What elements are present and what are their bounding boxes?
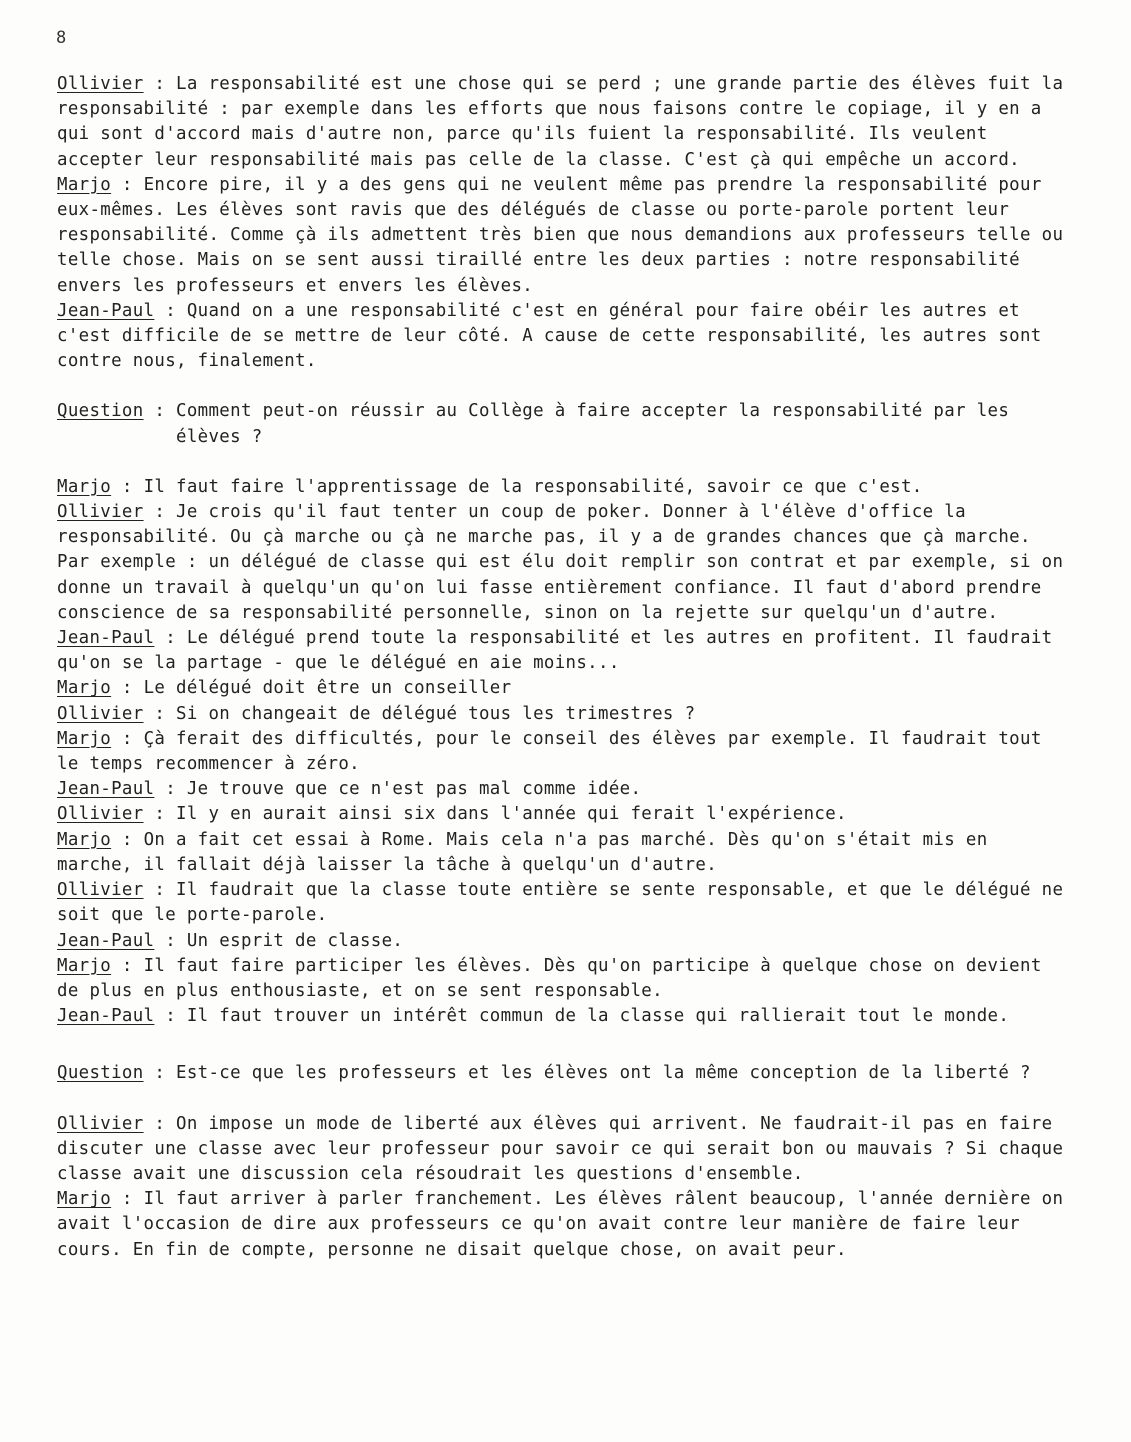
speaker-name: Jean-Paul bbox=[57, 930, 155, 951]
paragraph-marjo-7 bbox=[57, 1187, 1067, 1263]
speaker-name: Ollivier bbox=[57, 804, 144, 825]
paragraph-ollivier-2 bbox=[57, 500, 1067, 626]
paragraph-text: : La responsabilité est une chose qui se perd ; une grande partie des élèves fuit la responsabilité : par exemple dans les efforts que nous faisons contre le copiage, il y en a qui sont d'accord mais d'autre non, parce qu'ils fuient la responsabilité. Ils veulent accepter leur responsabilité mais pas celle de la classe. C'est çà qui empêche un accord. bbox=[57, 74, 1064, 170]
paragraph-jean-paul-1 bbox=[57, 299, 1067, 375]
paragraph-ollivier-3 bbox=[57, 702, 1067, 727]
paragraph-text: : Encore pire, il y a des gens qui ne veulent même pas prendre la responsabilité pour eux-mêmes. Les élèves sont ravis que des délégués de classe ou porte-parole portent leur responsabilité. Comme çà ils admettent très bien que nous demandions aux professeurs telle ou telle chose. Mais on se sent aussi tiraillé entre les deux parties : notre responsabilité envers les professeurs et envers les élèves. bbox=[57, 174, 1064, 296]
speaker-name: Ollivier bbox=[57, 1113, 144, 1134]
paragraph-text: : Il y en aurait ainsi six dans l'année qui ferait l'expérience. bbox=[143, 804, 847, 825]
paragraph-text: : Le délégué doit être un conseiller bbox=[111, 678, 512, 699]
paragraph-jean-paul-5 bbox=[57, 1004, 1067, 1029]
speaker-name: Jean-Paul bbox=[57, 300, 155, 321]
paragraph-text: : Je crois qu'il faut tenter un coup de poker. Donner à l'élève d'office la responsabilité. Ou çà marche ou çà ne marche pas, il y a de grandes chances que çà marche. Par exemple : un délégué de classe qui est élu doit remplir son contrat et par exemple, si on donne un travail à quelqu'un qu'on lui fasse entièrement confiance. Il faut d'abord prendre conscience de sa responsabilité personnelle, sinon on la rejette sur quelqu'un d'autre. bbox=[57, 502, 1064, 623]
speaker-name: Jean-Paul bbox=[57, 1006, 155, 1027]
paragraph-jean-paul-2 bbox=[57, 626, 1067, 676]
speaker-name: Ollivier bbox=[57, 703, 144, 724]
question-2: Question : Est-ce que les professeurs et les élèves ont la même conception de la liberté ? bbox=[57, 1061, 1067, 1086]
paragraph-text: : Il faut faire participer les élèves. Dès qu'on participe à quelque chose on devient de plus en plus enthousiaste, et on se sent responsable. bbox=[57, 955, 1042, 1001]
interview-transcript bbox=[57, 72, 1067, 1263]
speaker-name: Ollivier bbox=[57, 502, 144, 523]
paragraph-marjo-4 bbox=[57, 727, 1067, 777]
paragraph-ollivier-5 bbox=[57, 878, 1067, 928]
page-number: 8 bbox=[56, 28, 67, 48]
paragraph-text: : Si on changeait de délégué tous les trimestres ? bbox=[143, 703, 696, 724]
paragraph-marjo-6 bbox=[57, 954, 1067, 1004]
paragraph-text: : Il faut arriver à parler franchement. Les élèves râlent beaucoup, l'année dernière on avait l'occasion de dire aux professeurs ce qu'on avait contre leur manière de faire leur cours. En fin de compte, personne ne disait quelque chose, on avait peur. bbox=[57, 1189, 1064, 1260]
paragraph-text: : Un esprit de classe. bbox=[154, 930, 404, 951]
speaker-name: Marjo bbox=[57, 1189, 112, 1210]
speaker-name: Marjo bbox=[57, 678, 112, 699]
paragraph-ollivier-4 bbox=[57, 802, 1067, 827]
paragraph-ollivier-6 bbox=[57, 1112, 1067, 1188]
speaker-name: Marjo bbox=[57, 476, 112, 497]
question-1: Question : Comment peut-on réussir au Collège à faire accepter la responsabilité par les élèves ? bbox=[57, 399, 1067, 449]
paragraph-jean-paul-3 bbox=[57, 777, 1067, 802]
paragraph-text: : Le délégué prend toute la responsabilité et les autres en profitent. Il faudrait qu'on se la partage - que le délégué en aie moins... bbox=[57, 628, 1053, 674]
question-label: Question bbox=[57, 401, 144, 422]
speaker-name: Jean-Paul bbox=[57, 628, 155, 649]
question-text: Est-ce que les professeurs et les élèves ont la même conception de la liberté ? bbox=[176, 1063, 1031, 1084]
speaker-name: Jean-Paul bbox=[57, 779, 155, 800]
paragraph-marjo-3 bbox=[57, 676, 1067, 701]
speaker-name: Marjo bbox=[57, 955, 112, 976]
paragraph-text: : Quand on a une responsabilité c'est en général pour faire obéir les autres et c'est difficile de se mettre de leur côté. A cause de cette responsabilité, les autres sont contre nous, finalement. bbox=[57, 300, 1042, 372]
paragraph-marjo-1 bbox=[57, 173, 1067, 299]
speaker-name: Ollivier bbox=[57, 74, 144, 94]
paragraph-text: : On a fait cet essai à Rome. Mais cela n'a pas marché. Dès qu'on s'était mis en marche, il fallait déjà laisser la tâche à quelqu'un d'autre. bbox=[57, 829, 988, 875]
question-text: Comment peut-on réussir au Collège à faire accepter la responsabilité par les élèves ? bbox=[176, 401, 1010, 447]
paragraph-marjo-5 bbox=[57, 828, 1067, 878]
paragraph-text: : Il faut trouver un intérêt commun de la classe qui rallierait tout le monde. bbox=[154, 1006, 1010, 1027]
speaker-name: Ollivier bbox=[57, 880, 144, 901]
paragraph-text: : Il faudrait que la classe toute entière se sente responsable, et que le délégué ne soit que le porte-parole. bbox=[57, 880, 1064, 926]
speaker-name: Marjo bbox=[57, 829, 112, 850]
paragraph-marjo-2 bbox=[57, 475, 1067, 500]
paragraph-text: : Çà ferait des difficultés, pour le conseil des élèves par exemple. Il faudrait tout le temps recommencer à zéro. bbox=[57, 728, 1042, 775]
speaker-name: Marjo bbox=[57, 728, 112, 749]
paragraph-text: : On impose un mode de liberté aux élèves qui arrivent. Ne faudrait-il pas en faire discuter une classe avec leur professeur pour savoir ce qui serait bon ou mauvais ? Si chaque classe avait une discussion cela résoudrait les questions d'ensemble. bbox=[57, 1113, 1064, 1184]
paragraph-jean-paul-4 bbox=[57, 929, 1067, 954]
paragraph-text: : Je trouve que ce n'est pas mal comme idée. bbox=[154, 779, 642, 800]
question-label: Question bbox=[57, 1063, 144, 1084]
speaker-name: Marjo bbox=[57, 174, 112, 195]
paragraph-text: : Il faut faire l'apprentissage de la responsabilité, savoir ce que c'est. bbox=[111, 476, 923, 497]
paragraph-ollivier-1 bbox=[57, 72, 1067, 173]
